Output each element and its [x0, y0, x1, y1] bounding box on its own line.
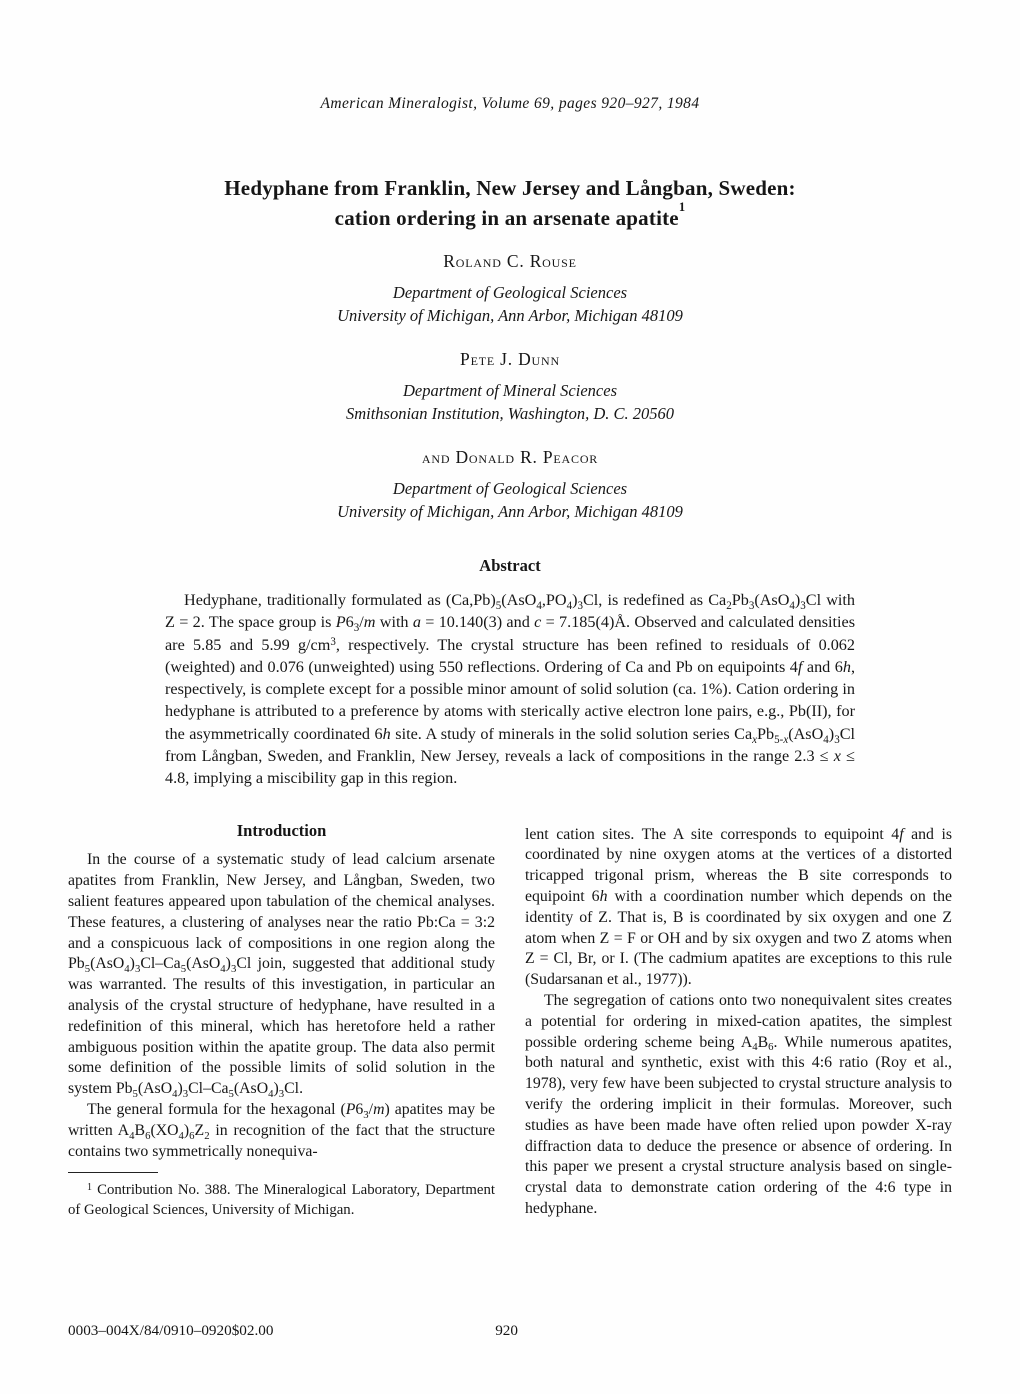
right-column	[525, 821, 952, 1221]
paper-title-line1: Hedyphane from Franklin, New Jersey and Långban, Sweden:	[224, 176, 796, 200]
intro-paragraph-1: In the course of a systematic study of lead calcium arsenate apatites from Franklin, New Jersey, and Långban, Sweden, two salient features appeared upon tabulation of the chemical analyses. These features, a clustering of analyses near the ratio Pb:Ca = 3:2 and a conspicuous lack of compositions in one region along the $Pb_5(AsO_4)_3Cl-Ca_5(AsO_4)_3Cl$ join, suggested that additional study was warranted. The results of this investigation, in particular an analysis of the crystal structure of hedyphane, have resulted in a redefinition of this mineral, which has heretofore held a rather ambiguous position within the apatite group. The data also permit some definition of the possible limits of solid solution in the system $Pb_5(AsO_4)_3Cl-Ca_5(AsO_4)_3Cl$.	[68, 851, 495, 1100]
affiliation-line: Department of Mineral Sciences	[403, 381, 617, 400]
intro-paragraph-3: lent cation sites. The A site corresponds to equipoint 4f and is coordinated by nine oxygen atoms at the vertices of a distorted tricapped trigonal prism, whereas the B site corresponds to equipoint 6h with a coordination number which depends on the identity of Z. That is, B is coordinated by six oxygen and one Z atom when Z = F or OH and by six oxygen and two Z atoms when Z = Cl, Br, or I. (The cadmium apatites are exceptions to this rule (Sudarsanan et al., 1977)).	[525, 825, 952, 989]
introduction-heading: Introduction	[236, 820, 327, 840]
page-footer	[68, 1322, 952, 1340]
footnote-divider	[68, 1172, 158, 1173]
author-affiliation-rouse	[0, 281, 1020, 327]
abstract-heading: Abstract	[479, 556, 541, 575]
intro-paragraph-2: The general formula for the hexagonal $(P6_3/m)$ apatites may be written $A_4B_6(XO_4)_6Z_2$ in recognition of the fact that the structure contains two symmetrically nonequiva-	[68, 1101, 495, 1160]
abstract-text: Hedyphane, traditionally formulated as $(Ca,Pb)_5(AsO_4,PO_4)_3Cl$, is redefined as $Ca_2Pb_3(AsO_4)_3Cl$ with Z = 2. The space group is $P6_3/m$ with a = 10.140(3) and c = 7.185(4)Å. Observed and calculated densities are 5.85 and 5.99 $g/cm^3$, respectively. The crystal structure has been refined to residuals of 0.062 (weighted) and 0.076 (unweighted) using 550 reflections. Ordering of Ca and Pb on equipoints 4f and 6h, respectively, is complete except for a possible minor amount of solid solution (ca. 1%). Cation ordering in hedyphane is attributed to a preference by atoms with sterically active electron lone pairs, e.g., Pb(II), for the asymmetrically coordinated 6h site. A study of minerals in the solid solution series $Ca_xPb_{5-x}(AsO_4)_3Cl$ from Långban, Sweden, and Franklin, New Jersey, reveals a lack of compositions in the range 2.3 ≤ x ≤ 4.8, implying a miscibility gap in this region.	[165, 591, 856, 788]
journal-header: American Mineralogist, Volume 69, pages 920–927, 1984	[320, 95, 700, 112]
author-name-peacor: and Donald R. Peacor	[421, 447, 599, 467]
affiliation-line: University of Michigan, Ann Arbor, Michigan 48109	[337, 502, 683, 521]
copyright-code: 0003–004X/84/0910–0920$02.00	[68, 1322, 274, 1339]
two-column-body	[68, 821, 952, 1221]
affiliation-line: Department of Geological Sciences	[392, 283, 628, 302]
intro-paragraph-4: The segregation of cations onto two nonequivalent sites creates a potential for ordering in mixed-cation apatites, the simplest possible ordering scheme being $A_4B_6$. While numerous apatites, both natural and synthetic, exist with this 4:6 ratio (Roy et al., 1978), very few have been subjected to crystal structure analysis to verify the ordering implicit in their formulas. Moreover, such studies as have been made have often relied upon powder X-ray diffraction data to deduce the presence or absence of ordering. In this paper we present a crystal structure analysis based on single-crystal data to demonstrate cation ordering of the 4:6 type in hedyphane.	[525, 992, 952, 1218]
footnote-text: $^1$ Contribution No. 388. The Mineralogical Laboratory, Department of Geological Sciences, University of Michigan.	[68, 1181, 495, 1219]
author-name-dunn: Pete J. Dunn	[460, 349, 560, 369]
affiliation-line: University of Michigan, Ann Arbor, Michigan 48109	[337, 306, 683, 325]
author-block	[0, 251, 1020, 523]
author-name-rouse: Roland C. Rouse	[443, 251, 577, 271]
paper-title	[0, 173, 1020, 233]
affiliation-line: Smithsonian Institution, Washington, D. C. 20560	[345, 404, 675, 423]
page-number: 920	[495, 1322, 518, 1339]
paper-title-line2: cation ordering in an arsenate apatite$^1$	[334, 200, 686, 230]
author-affiliation-dunn	[0, 379, 1020, 425]
author-affiliation-peacor	[0, 477, 1020, 523]
left-column	[68, 821, 495, 1221]
footnote-block	[68, 1172, 495, 1220]
affiliation-line: Department of Geological Sciences	[392, 479, 628, 498]
